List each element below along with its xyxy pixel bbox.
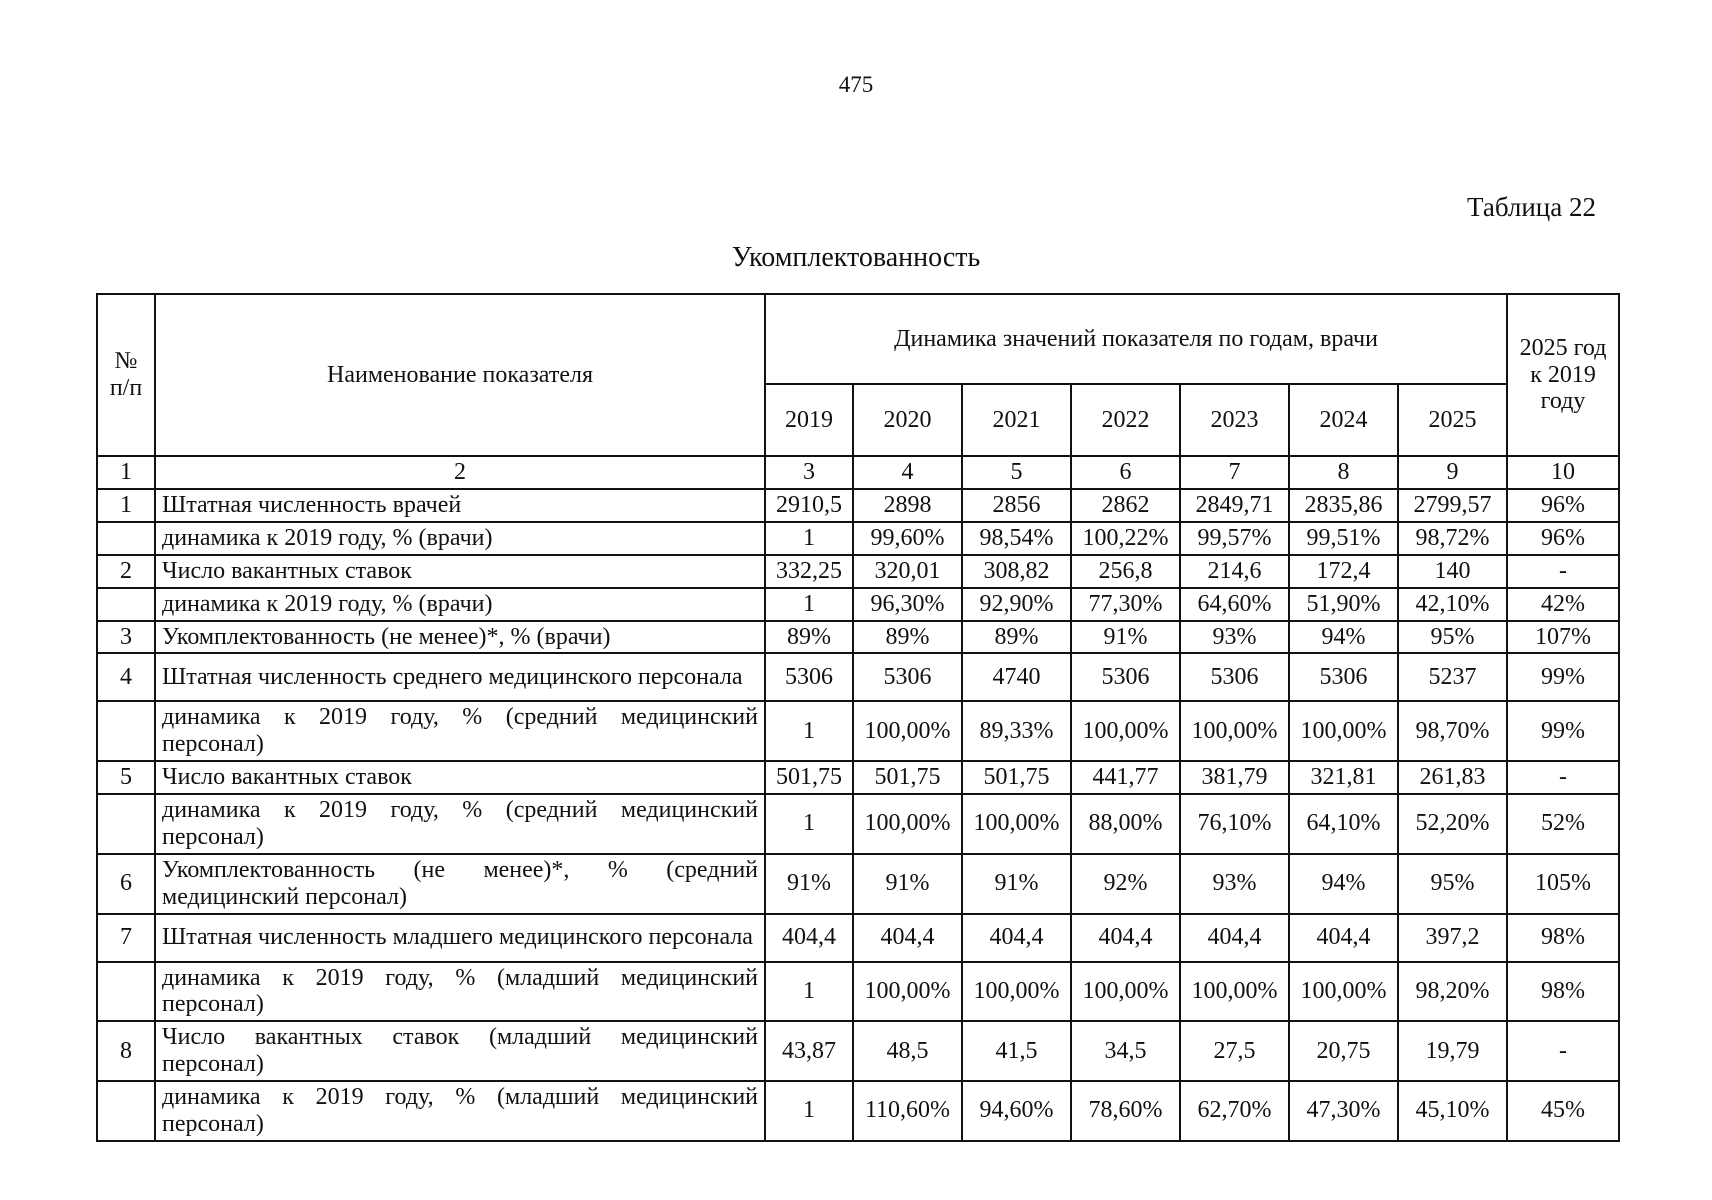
year-value-2020: 100,00%: [853, 962, 962, 1022]
table-row: [97, 555, 1619, 588]
year-value-2019: 2910,5: [765, 489, 853, 522]
year-value-2022: 404,4: [1071, 914, 1180, 962]
column-index: 4: [853, 456, 962, 489]
year-value-2022: 91%: [1071, 621, 1180, 654]
row-number: [97, 962, 155, 1022]
table-row: [97, 653, 1619, 701]
year-value-2024: 2835,86: [1289, 489, 1398, 522]
table-row: [97, 854, 1619, 914]
year-value-2022: 256,8: [1071, 555, 1180, 588]
row-number: 1: [97, 489, 155, 522]
ratio-value: 42%: [1507, 588, 1619, 621]
year-value-2019: 1: [765, 1081, 853, 1141]
row-number: [97, 522, 155, 555]
year-value-2019: 404,4: [765, 914, 853, 962]
year-value-2023: 214,6: [1180, 555, 1289, 588]
year-value-2022: 2862: [1071, 489, 1180, 522]
year-value-2023: 2849,71: [1180, 489, 1289, 522]
column-index: 10: [1507, 456, 1619, 489]
ratio-value: -: [1507, 761, 1619, 794]
table-row: [97, 1021, 1619, 1081]
year-value-2024: 20,75: [1289, 1021, 1398, 1081]
ratio-value: 105%: [1507, 854, 1619, 914]
column-index: 5: [962, 456, 1071, 489]
year-value-2025: 52,20%: [1398, 794, 1507, 854]
year-value-2020: 100,00%: [853, 701, 962, 761]
table-row: [97, 588, 1619, 621]
year-value-2023: 62,70%: [1180, 1081, 1289, 1141]
year-value-2024: 94%: [1289, 621, 1398, 654]
header-year: 2025: [1398, 384, 1507, 456]
row-number: [97, 1081, 155, 1141]
header-year: 2023: [1180, 384, 1289, 456]
ratio-value: 96%: [1507, 522, 1619, 555]
year-value-2021: 92,90%: [962, 588, 1071, 621]
year-value-2020: 320,01: [853, 555, 962, 588]
indicator-name: динамика к 2019 году, % (средний медицинский персонал): [155, 794, 765, 854]
year-value-2024: 64,10%: [1289, 794, 1398, 854]
year-value-2025: 140: [1398, 555, 1507, 588]
row-number: [97, 588, 155, 621]
year-value-2023: 27,5: [1180, 1021, 1289, 1081]
indicator-name: Укомплектованность (не менее)*, % (врачи): [155, 621, 765, 654]
table-row: [97, 761, 1619, 794]
year-value-2020: 89%: [853, 621, 962, 654]
table-row: [97, 914, 1619, 962]
year-value-2022: 441,77: [1071, 761, 1180, 794]
ratio-value: 99%: [1507, 701, 1619, 761]
year-value-2020: 110,60%: [853, 1081, 962, 1141]
page-number: 475: [838, 72, 874, 97]
year-value-2020: 91%: [853, 854, 962, 914]
header-dynamics: Динамика значений показателя по годам, врачи: [765, 294, 1507, 384]
year-value-2020: 99,60%: [853, 522, 962, 555]
row-number: 3: [97, 621, 155, 654]
header-num: № п/п: [97, 294, 155, 456]
indicator-name: Число вакантных ставок: [155, 761, 765, 794]
year-value-2024: 5306: [1289, 653, 1398, 701]
indicator-name: динамика к 2019 году, % (врачи): [155, 522, 765, 555]
year-value-2019: 501,75: [765, 761, 853, 794]
year-value-2020: 404,4: [853, 914, 962, 962]
year-value-2025: 98,70%: [1398, 701, 1507, 761]
year-value-2019: 1: [765, 794, 853, 854]
ratio-value: 45%: [1507, 1081, 1619, 1141]
year-value-2022: 5306: [1071, 653, 1180, 701]
table-row: [97, 621, 1619, 654]
indicator-name: динамика к 2019 году, % (младший медицинский персонал): [155, 962, 765, 1022]
year-value-2025: 19,79: [1398, 1021, 1507, 1081]
header-ratio: 2025 год к 2019 году: [1507, 294, 1619, 456]
year-value-2025: 397,2: [1398, 914, 1507, 962]
table-row: [97, 701, 1619, 761]
year-value-2021: 94,60%: [962, 1081, 1071, 1141]
year-value-2021: 89%: [962, 621, 1071, 654]
year-value-2019: 1: [765, 522, 853, 555]
year-value-2020: 2898: [853, 489, 962, 522]
year-value-2024: 51,90%: [1289, 588, 1398, 621]
year-value-2021: 501,75: [962, 761, 1071, 794]
year-value-2019: 43,87: [765, 1021, 853, 1081]
year-value-2025: 2799,57: [1398, 489, 1507, 522]
table-label: Таблица 22: [1467, 192, 1596, 222]
year-value-2023: 100,00%: [1180, 962, 1289, 1022]
year-value-2021: 100,00%: [962, 794, 1071, 854]
header-year: 2021: [962, 384, 1071, 456]
year-value-2021: 98,54%: [962, 522, 1071, 555]
indicator-name: Штатная численность среднего медицинского персонала: [155, 653, 765, 701]
row-number: 5: [97, 761, 155, 794]
year-value-2022: 88,00%: [1071, 794, 1180, 854]
year-value-2019: 89%: [765, 621, 853, 654]
year-value-2023: 99,57%: [1180, 522, 1289, 555]
header-year: 2022: [1071, 384, 1180, 456]
column-index: 1: [97, 456, 155, 489]
year-value-2020: 100,00%: [853, 794, 962, 854]
indicator-name: Укомплектованность (не менее)*, % (средний медицинский персонал): [155, 854, 765, 914]
ratio-value: 98%: [1507, 914, 1619, 962]
year-value-2023: 93%: [1180, 854, 1289, 914]
column-index: 9: [1398, 456, 1507, 489]
column-index: 6: [1071, 456, 1180, 489]
header-year: 2024: [1289, 384, 1398, 456]
year-value-2025: 261,83: [1398, 761, 1507, 794]
year-value-2025: 42,10%: [1398, 588, 1507, 621]
indicator-name: динамика к 2019 году, % (средний медицинский персонал): [155, 701, 765, 761]
document-title: Укомплектованность: [731, 242, 981, 273]
year-value-2021: 2856: [962, 489, 1071, 522]
year-value-2019: 91%: [765, 854, 853, 914]
ratio-value: 99%: [1507, 653, 1619, 701]
year-value-2025: 95%: [1398, 621, 1507, 654]
table-row: [97, 1081, 1619, 1141]
year-value-2023: 64,60%: [1180, 588, 1289, 621]
year-value-2024: 100,00%: [1289, 701, 1398, 761]
year-value-2021: 91%: [962, 854, 1071, 914]
year-value-2023: 100,00%: [1180, 701, 1289, 761]
year-value-2019: 1: [765, 701, 853, 761]
ratio-value: -: [1507, 555, 1619, 588]
year-value-2023: 404,4: [1180, 914, 1289, 962]
year-value-2024: 172,4: [1289, 555, 1398, 588]
year-value-2025: 5237: [1398, 653, 1507, 701]
indicator-name: динамика к 2019 году, % (младший медицинский персонал): [155, 1081, 765, 1141]
year-value-2025: 98,72%: [1398, 522, 1507, 555]
year-value-2023: 5306: [1180, 653, 1289, 701]
year-value-2024: 100,00%: [1289, 962, 1398, 1022]
year-value-2020: 96,30%: [853, 588, 962, 621]
ratio-value: 107%: [1507, 621, 1619, 654]
year-value-2019: 1: [765, 962, 853, 1022]
row-number: 8: [97, 1021, 155, 1081]
ratio-value: 96%: [1507, 489, 1619, 522]
year-value-2025: 95%: [1398, 854, 1507, 914]
year-value-2024: 94%: [1289, 854, 1398, 914]
row-number: [97, 701, 155, 761]
indicator-name: Штатная численность врачей: [155, 489, 765, 522]
column-index: 7: [1180, 456, 1289, 489]
year-value-2021: 308,82: [962, 555, 1071, 588]
year-value-2022: 100,00%: [1071, 962, 1180, 1022]
year-value-2023: 76,10%: [1180, 794, 1289, 854]
indicator-name: Число вакантных ставок: [155, 555, 765, 588]
year-value-2025: 98,20%: [1398, 962, 1507, 1022]
row-number: [97, 794, 155, 854]
year-value-2019: 332,25: [765, 555, 853, 588]
row-number: 6: [97, 854, 155, 914]
year-value-2019: 1: [765, 588, 853, 621]
year-value-2024: 47,30%: [1289, 1081, 1398, 1141]
year-value-2023: 381,79: [1180, 761, 1289, 794]
year-value-2024: 321,81: [1289, 761, 1398, 794]
year-value-2021: 41,5: [962, 1021, 1071, 1081]
indicator-name: Штатная численность младшего медицинского персонала: [155, 914, 765, 962]
indicator-name: Число вакантных ставок (младший медицинский персонал): [155, 1021, 765, 1081]
year-value-2024: 99,51%: [1289, 522, 1398, 555]
table-row: [97, 962, 1619, 1022]
staffing-table: [96, 293, 1620, 1142]
header-name: Наименование показателя: [155, 294, 765, 456]
header-year: 2019: [765, 384, 853, 456]
row-number: 7: [97, 914, 155, 962]
year-value-2021: 89,33%: [962, 701, 1071, 761]
year-value-2021: 404,4: [962, 914, 1071, 962]
year-value-2019: 5306: [765, 653, 853, 701]
column-index: 3: [765, 456, 853, 489]
year-value-2022: 100,00%: [1071, 701, 1180, 761]
indicator-name: динамика к 2019 году, % (врачи): [155, 588, 765, 621]
year-value-2024: 404,4: [1289, 914, 1398, 962]
year-value-2022: 92%: [1071, 854, 1180, 914]
year-value-2023: 93%: [1180, 621, 1289, 654]
year-value-2022: 77,30%: [1071, 588, 1180, 621]
ratio-value: 98%: [1507, 962, 1619, 1022]
column-index: 8: [1289, 456, 1398, 489]
year-value-2022: 34,5: [1071, 1021, 1180, 1081]
year-value-2025: 45,10%: [1398, 1081, 1507, 1141]
ratio-value: 52%: [1507, 794, 1619, 854]
year-value-2021: 100,00%: [962, 962, 1071, 1022]
column-index-row: [97, 456, 1619, 489]
year-value-2021: 4740: [962, 653, 1071, 701]
year-value-2022: 78,60%: [1071, 1081, 1180, 1141]
table-row: [97, 794, 1619, 854]
row-number: 2: [97, 555, 155, 588]
year-value-2020: 501,75: [853, 761, 962, 794]
table-row: [97, 489, 1619, 522]
table-row: [97, 522, 1619, 555]
header-year: 2020: [853, 384, 962, 456]
column-index: 2: [155, 456, 765, 489]
year-value-2020: 48,5: [853, 1021, 962, 1081]
ratio-value: -: [1507, 1021, 1619, 1081]
row-number: 4: [97, 653, 155, 701]
year-value-2022: 100,22%: [1071, 522, 1180, 555]
year-value-2020: 5306: [853, 653, 962, 701]
